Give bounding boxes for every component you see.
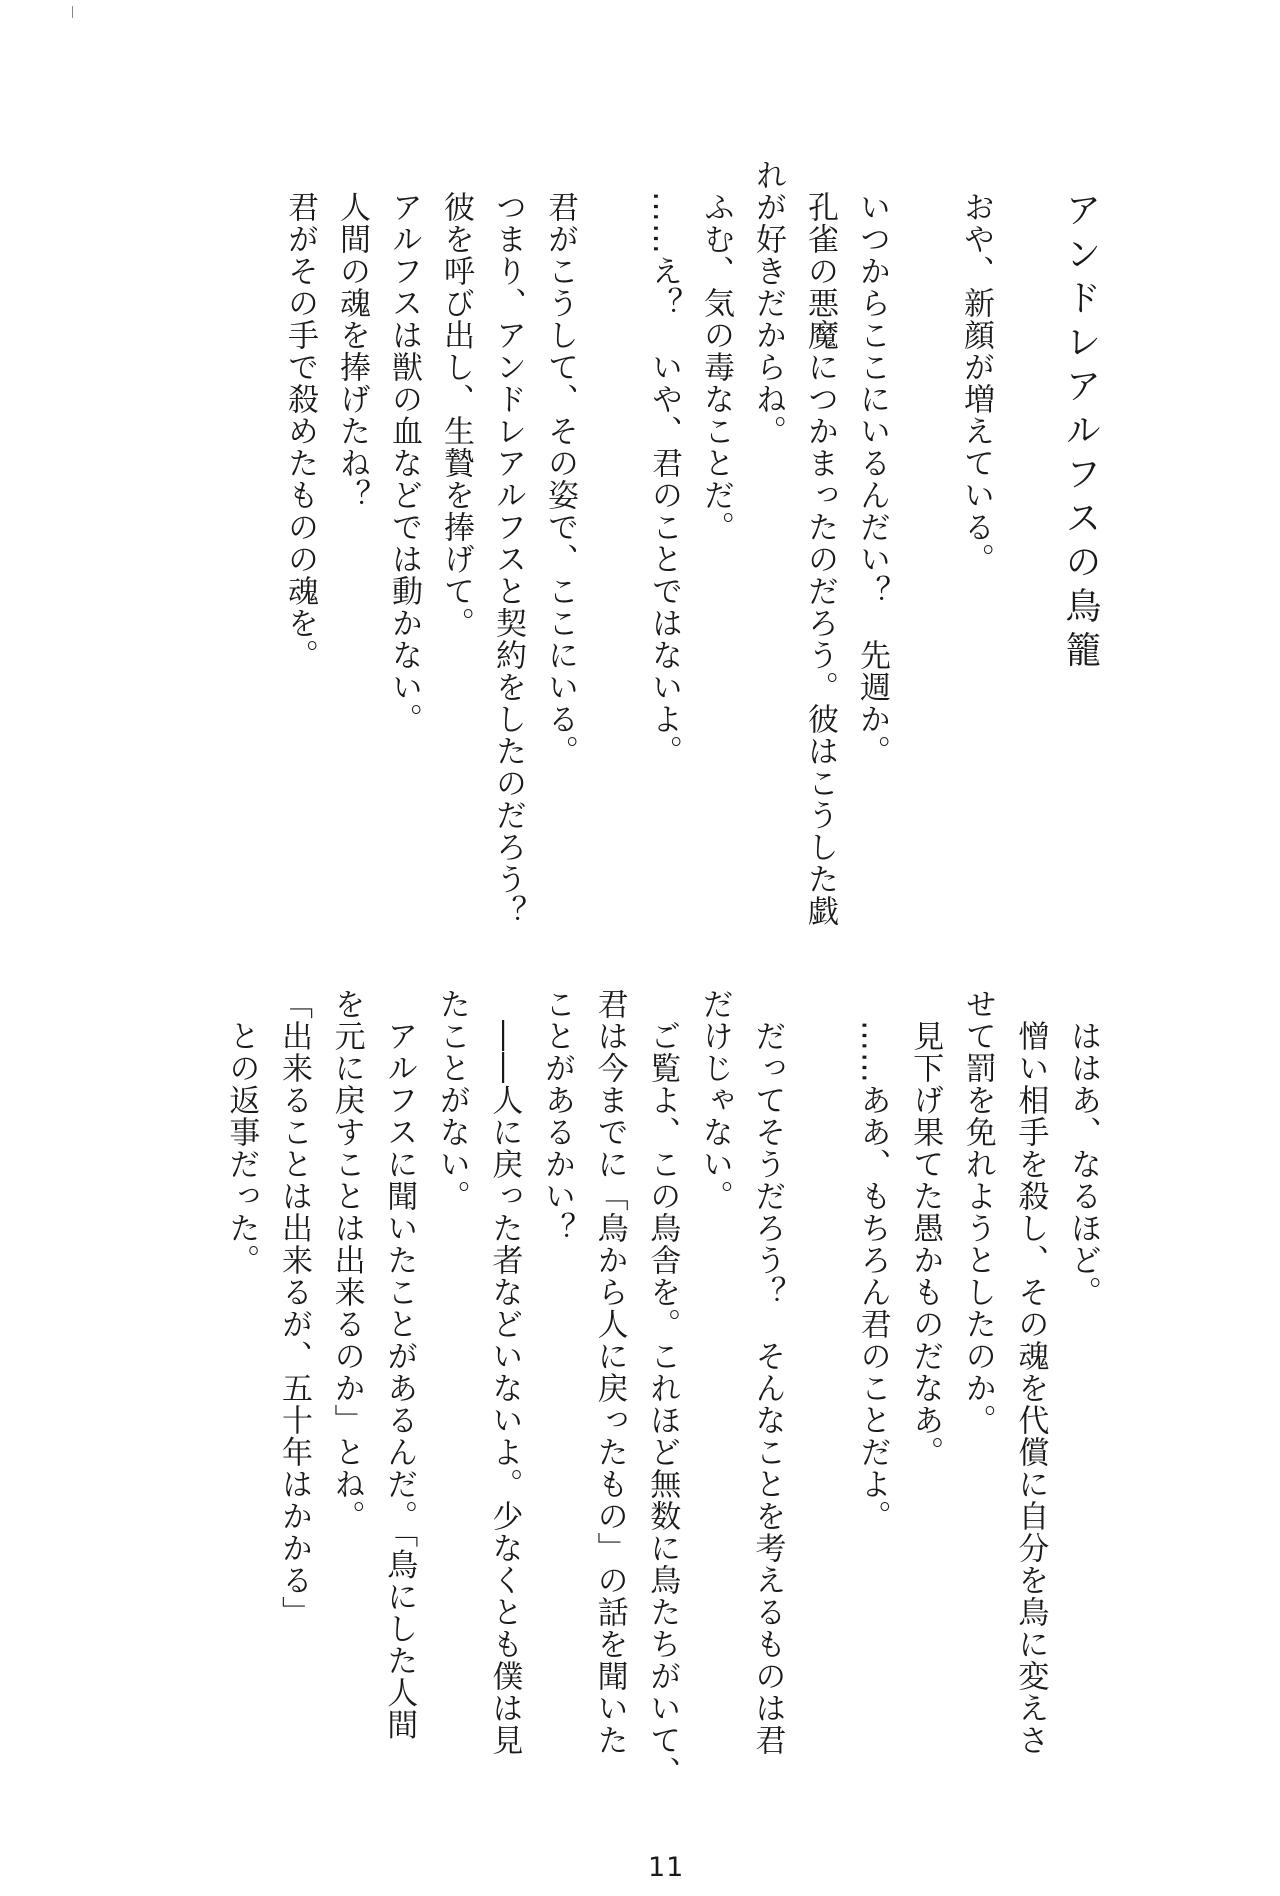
- text-line: れが好きだからね。: [750, 159, 786, 447]
- text-line: ははあ、なるほど。: [1065, 1020, 1101, 1308]
- text-line: との返事だった。: [223, 1020, 260, 1276]
- text-line: ご覧よ、この鳥舎を。これほど無数に鳥たちがいて、: [644, 1020, 681, 1788]
- text-line: 君がその手で殺めたものの魂を。: [282, 191, 318, 671]
- text-line: 人間の魂を捧げたね？: [334, 191, 370, 511]
- text-line: ――人に戻った者などいないよ。少なくとも僕は見: [486, 1020, 523, 1756]
- text-line: ふむ、気の毒なことだ。: [698, 191, 734, 543]
- text-line: 孔雀の悪魔につかまったのだろう。彼はこうした戯: [802, 191, 838, 927]
- scan-mark: [72, 6, 73, 18]
- text-line: おや、新顔が増えている。: [958, 191, 994, 575]
- text-line: 君がこうして、その姿で、ここにいる。: [542, 191, 578, 767]
- text-line: たことがない。: [433, 988, 470, 1212]
- chapter-title: アンドレアルフスの鳥籠: [1060, 191, 1101, 675]
- text-line: ……え？ いや、君のことではないよ。: [646, 191, 682, 767]
- text-line: ことがあるかい？: [539, 988, 575, 1244]
- text-line: 「出来ることは出来るが、五十年はかかる」: [276, 988, 312, 1628]
- text-line: 君は今までに「鳥から人に戻ったもの」の話を聞いた: [591, 988, 628, 1756]
- text-line: 憎い相手を殺し、その魂を代償に自分を鳥に変えさ: [1012, 1020, 1049, 1756]
- text-line: アルフスは獣の血などでは動かない。: [386, 191, 422, 735]
- text-line: せて罰を免れようとしたのか。: [959, 988, 996, 1436]
- page-number: 11: [648, 1852, 685, 1883]
- text-line: いつからここにいるんだい？ 先週か。: [854, 191, 890, 767]
- text-line: を元に戻すことは出来るのか」とね。: [328, 988, 365, 1532]
- text-line: ……ああ、もちろん君のことだよ。: [854, 1020, 891, 1532]
- text-line: 見下げ果てた愚かものだなあ。: [907, 1020, 944, 1468]
- text-line: アルフスに聞いたことがあるんだ。「鳥にした人間: [381, 1020, 418, 1741]
- text-line: 彼を呼び出し、生贄を捧げて。: [438, 191, 474, 639]
- text-line: だってそうだろう？ そんなことを考えるものは君: [749, 1020, 786, 1756]
- text-line: だけじゃない。: [696, 988, 733, 1212]
- text-line: つまり、アンドレアルフスと契約をしたのだろう？: [490, 191, 526, 927]
